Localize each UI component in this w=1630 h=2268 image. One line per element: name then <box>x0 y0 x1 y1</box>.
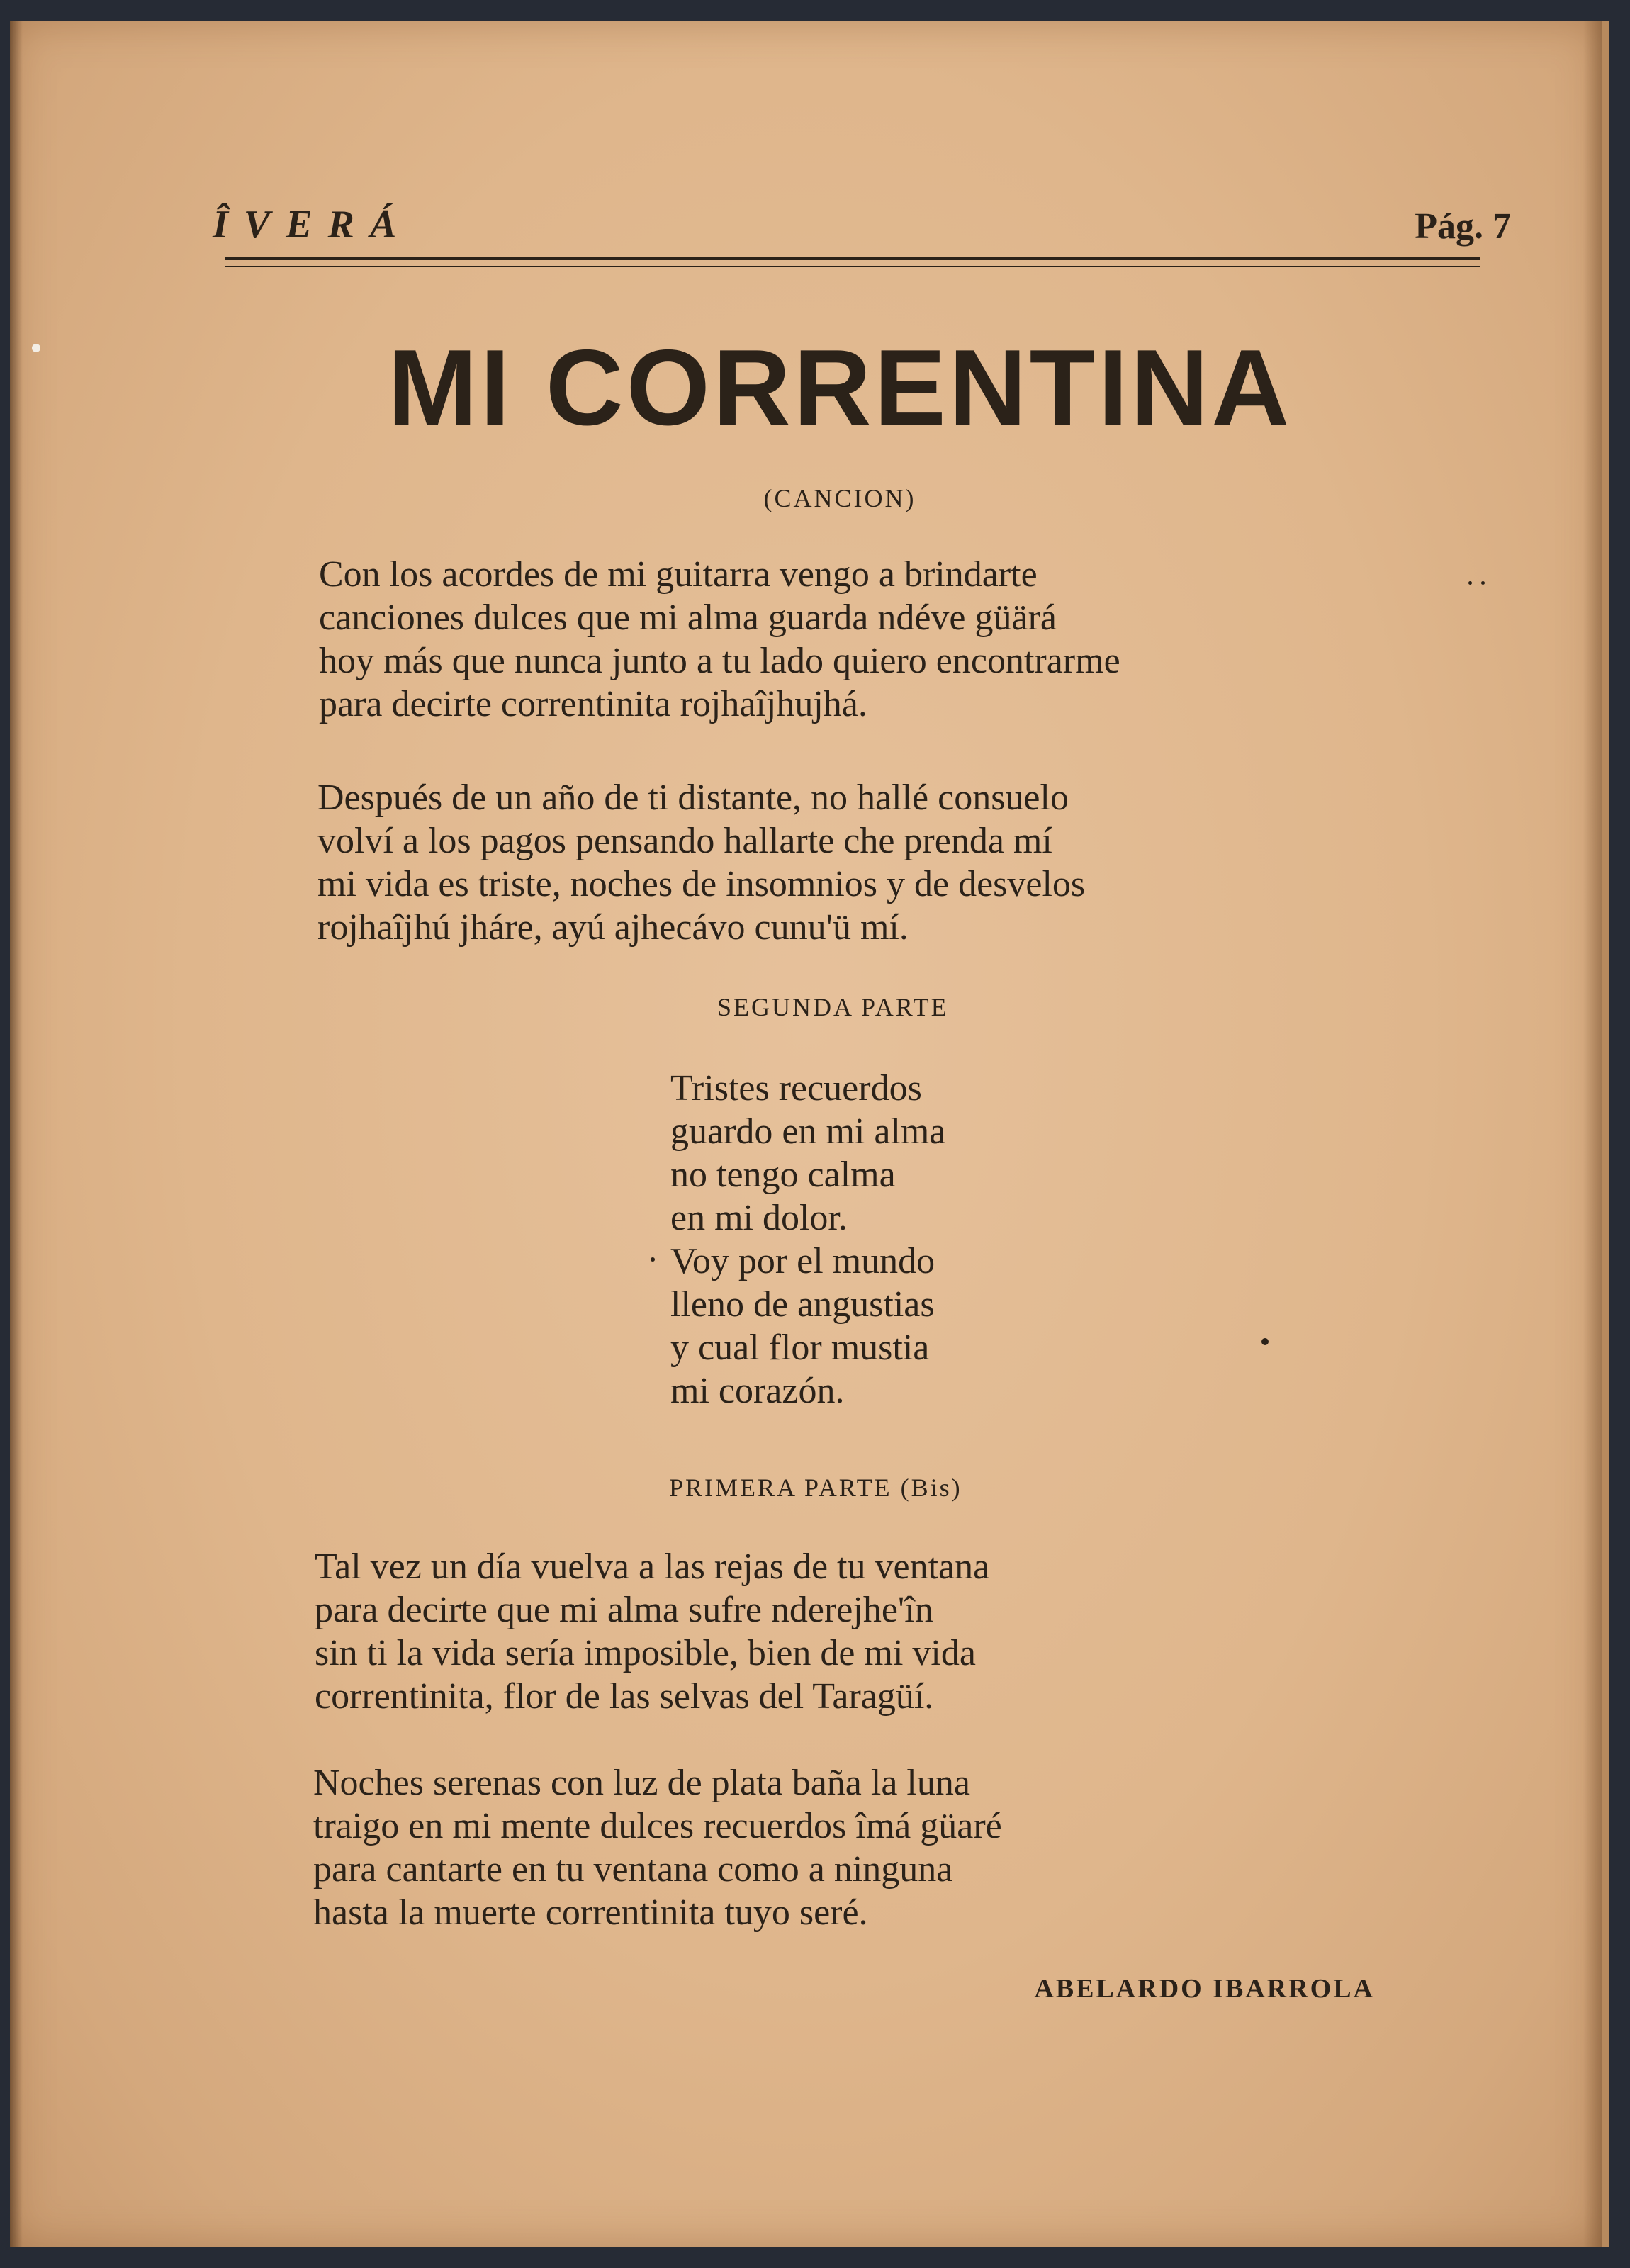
verse-line: guardo en mi alma <box>670 1111 946 1152</box>
section-label-segunda-parte: SEGUNDA PARTE <box>717 993 949 1021</box>
song-title: MI CORRENTINA <box>387 327 1293 448</box>
verse-line: Con los acordes de mi guitarra vengo a brindarte <box>319 554 1038 595</box>
verse-line: mi corazón. <box>670 1371 845 1411</box>
page-edge-shadow <box>1583 21 1602 2247</box>
verse-line: Tristes recuerdos <box>670 1068 922 1108</box>
paper-speck <box>1261 1338 1269 1345</box>
verse-line: volví a los pagos pensando hallarte che prenda mí <box>317 821 1052 861</box>
verse-line: rojhaîjhú jháre, ayú ajhecávo cunu'ü mí. <box>317 907 909 948</box>
verse-line: Después de un año de ti distante, no hallé consuelo <box>317 777 1069 818</box>
verse-line: hasta la muerte correntinita tuyo seré. <box>313 1892 868 1933</box>
header-rule-thick <box>225 257 1480 260</box>
page-number: Pág. 7 <box>1415 206 1511 247</box>
section-label-primera-parte-bis: PRIMERA PARTE (Bis) <box>669 1473 962 1502</box>
paper-speck <box>1468 581 1472 585</box>
verse-line: y cual flor mustia <box>670 1327 930 1368</box>
verse-line: para decirte correntinita rojhaîjhujhá. <box>319 684 867 724</box>
stanza-primera-bis-1 <box>315 1545 989 1718</box>
journal-name: ÎVERÁ <box>213 203 412 247</box>
verse-line: en mi dolor. <box>670 1198 848 1238</box>
paper-speck <box>651 1257 655 1262</box>
verse-line: correntinita, flor de las selvas del Taragüí. <box>315 1676 934 1717</box>
verse-line: Noches serenas con luz de plata baña la luna <box>313 1763 970 1803</box>
stanza-segunda-parte <box>670 1067 945 1413</box>
paper-speck <box>32 344 40 352</box>
verse-line: canciones dulces que mi alma guarda ndéve güärá <box>319 597 1057 638</box>
verse-line: para cantarte en tu ventana como a ninguna <box>313 1849 953 1890</box>
stanza-primera-bis-2 <box>313 1761 1002 1934</box>
paper-speck <box>1481 581 1485 585</box>
verse-line: no tengo calma <box>670 1155 896 1195</box>
verse-line: Tal vez un día vuelva a las rejas de tu ventana <box>315 1546 990 1587</box>
verse-line: lleno de angustias <box>670 1284 935 1325</box>
verse-line: Voy por el mundo <box>670 1241 935 1281</box>
song-subtitle: (CANCION) <box>763 484 916 512</box>
verse-line: sin ti la vida sería imposible, bien de mi vida <box>315 1633 976 1673</box>
verse-line: para decirte que mi alma sufre nderejhe'în <box>315 1590 933 1630</box>
verse-line: mi vida es triste, noches de insomnios y de desvelos <box>317 864 1086 904</box>
verse-line: traigo en mi mente dulces recuerdos îmá güaré <box>313 1806 1002 1846</box>
stanza-1 <box>319 553 1120 726</box>
verse-line: hoy más que nunca junto a tu lado quiero encontrarme <box>319 641 1120 681</box>
author-signature: ABELARDO IBARROLA <box>1034 1974 1375 2004</box>
header-rule-thin <box>225 266 1480 267</box>
stanza-2 <box>317 776 1085 949</box>
